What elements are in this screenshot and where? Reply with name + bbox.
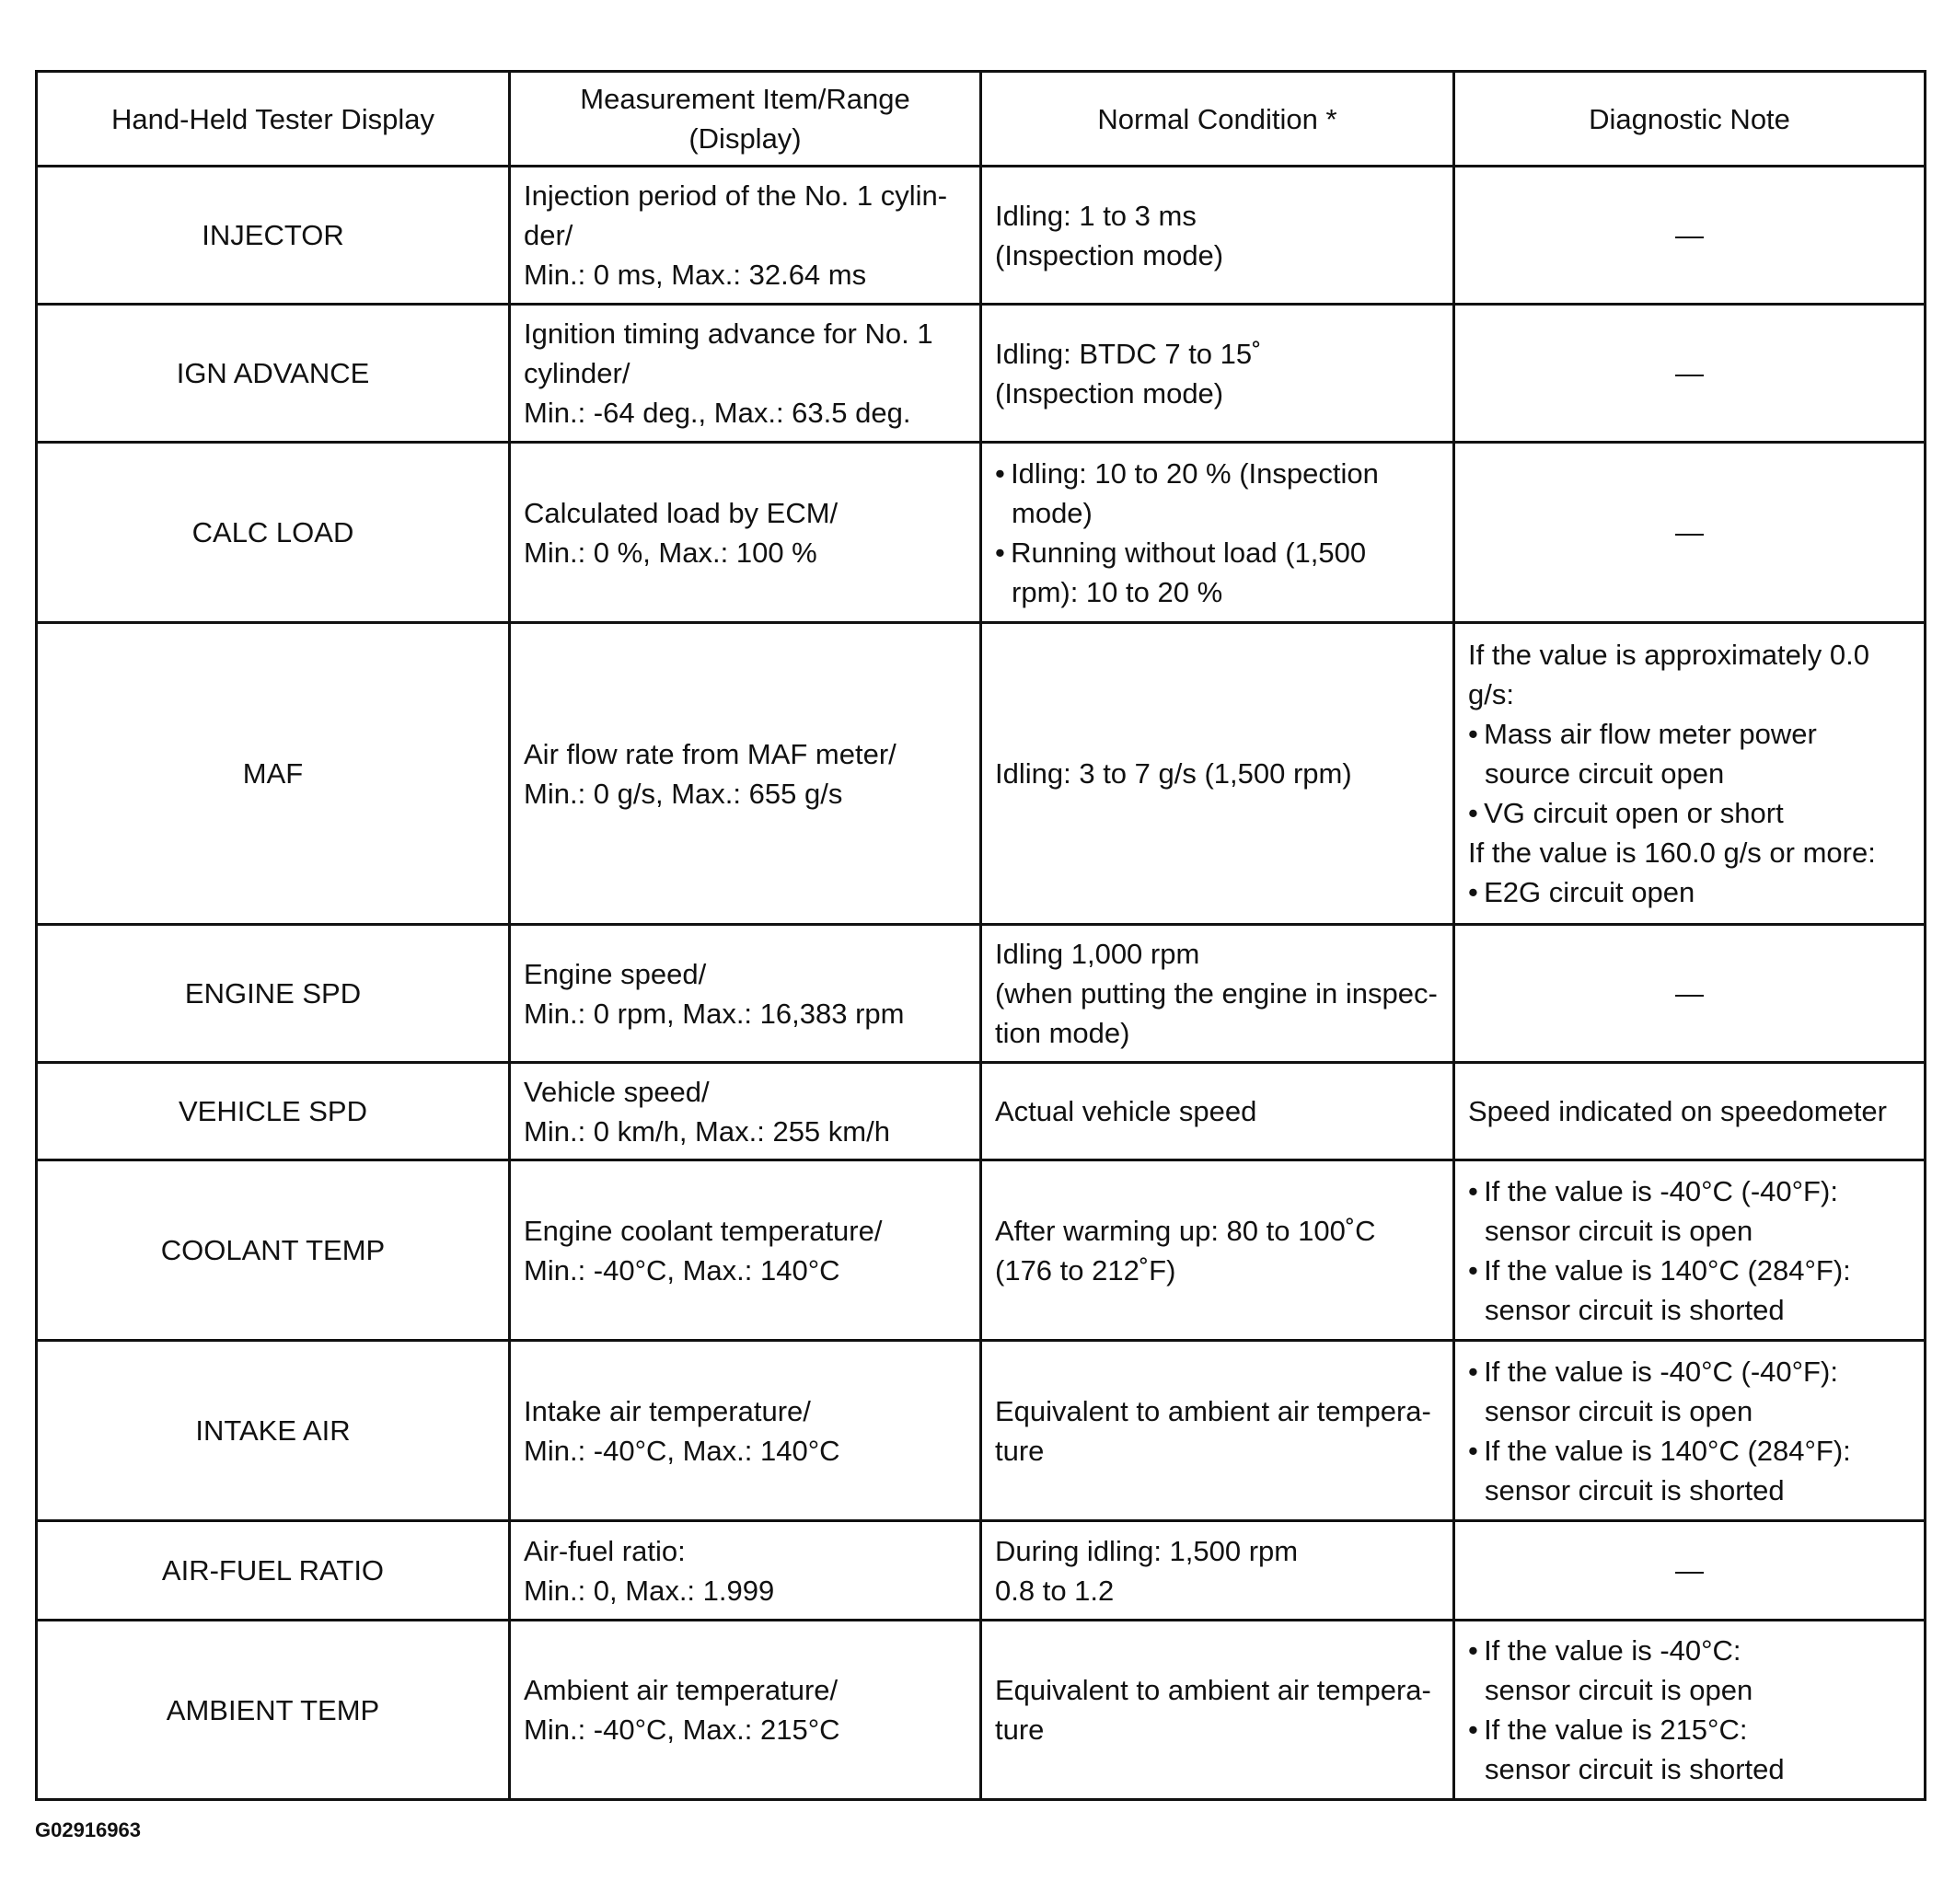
measurement-cell: Injection period of the No. 1 cylin- der/ Min.: 0 ms, Max.: 32.64 ms bbox=[510, 167, 981, 305]
normal-condition-cell: Idling: 3 to 7 g/s (1,500 rpm) bbox=[981, 623, 1454, 925]
measurement-cell: Air flow rate from MAF meter/ Min.: 0 g/s, Max.: 655 g/s bbox=[510, 623, 981, 925]
diagnostic-note-cell bbox=[1454, 1341, 1926, 1521]
normal-condition-cell: Idling 1,000 rpm (when putting the engine in inspec- tion mode) bbox=[981, 925, 1454, 1063]
table-row bbox=[37, 443, 1926, 623]
normal-condition-cell: After warming up: 80 to 100˚C (176 to 212˚F) bbox=[981, 1160, 1454, 1341]
tester-display-cell: ENGINE SPD bbox=[37, 925, 510, 1063]
table-row bbox=[37, 623, 1926, 925]
measurement-cell: Calculated load by ECM/ Min.: 0 %, Max.: 100 % bbox=[510, 443, 981, 623]
diagnostic-note-cell: — bbox=[1454, 305, 1926, 443]
header-normal-condition: Normal Condition * bbox=[981, 72, 1454, 167]
tester-display-cell: MAF bbox=[37, 623, 510, 925]
bullet-item: • Idling: 10 to 20 % (Inspection mode) bbox=[995, 456, 1379, 529]
normal-condition-cell: Actual vehicle speed bbox=[981, 1063, 1454, 1160]
bullet-item: • Running without load (1,500 rpm): 10 to 20 % bbox=[995, 536, 1367, 608]
table-row bbox=[37, 925, 1926, 1063]
diagnostic-note-cell: — bbox=[1454, 925, 1926, 1063]
measurement-cell: Ambient air temperature/ Min.: -40°C, Max.: 215°C bbox=[510, 1621, 981, 1800]
tester-display-cell: AIR-FUEL RATIO bbox=[37, 1521, 510, 1621]
table-row bbox=[37, 1521, 1926, 1621]
header-tester-display: Hand-Held Tester Display bbox=[37, 72, 510, 167]
bullet-item: • If the value is -40°C: sensor circuit is open bbox=[1468, 1634, 1753, 1706]
table-row bbox=[37, 1160, 1926, 1341]
measurement-cell: Ignition timing advance for No. 1 cylinder/ Min.: -64 deg., Max.: 63.5 deg. bbox=[510, 305, 981, 443]
bullet-item: • If the value is -40°C (-40°F): sensor circuit is open bbox=[1468, 1355, 1838, 1427]
diagnostic-note-cell: Speed indicated on speedometer bbox=[1454, 1063, 1926, 1160]
header-measurement-item: Measurement Item/Range (Display) bbox=[510, 72, 981, 167]
diagnostic-note-cell bbox=[1454, 1621, 1926, 1800]
table-row bbox=[37, 1063, 1926, 1160]
tester-display-cell: VEHICLE SPD bbox=[37, 1063, 510, 1160]
diagnostic-data-table bbox=[35, 70, 1926, 1801]
tester-display-cell: INJECTOR bbox=[37, 167, 510, 305]
diagnostic-note-cell: — bbox=[1454, 167, 1926, 305]
bullet-item: • VG circuit open or short bbox=[1468, 797, 1784, 829]
bullet-item: • E2G circuit open bbox=[1468, 876, 1695, 908]
diagnostic-note-cell bbox=[1454, 1160, 1926, 1341]
bullet-item: • If the value is 140°C (284°F): sensor circuit is shorted bbox=[1468, 1434, 1851, 1506]
measurement-cell: Air-fuel ratio: Min.: 0, Max.: 1.999 bbox=[510, 1521, 981, 1621]
table-header-row bbox=[37, 72, 1926, 167]
tester-display-cell: CALC LOAD bbox=[37, 443, 510, 623]
tester-display-cell: COOLANT TEMP bbox=[37, 1160, 510, 1341]
bullet-item: • If the value is -40°C (-40°F): sensor circuit is open bbox=[1468, 1174, 1838, 1247]
measurement-cell: Vehicle speed/ Min.: 0 km/h, Max.: 255 km/h bbox=[510, 1063, 981, 1160]
normal-condition-cell: Equivalent to ambient air tempera- ture bbox=[981, 1341, 1454, 1521]
measurement-cell: Engine speed/ Min.: 0 rpm, Max.: 16,383 rpm bbox=[510, 925, 981, 1063]
diagnostic-note-cell: — bbox=[1454, 1521, 1926, 1621]
diagnostic-note-cell: If the value is approximately 0.0 g/s: • Mass air flow meter power source circuit open • VG circuit open or short If the value is 160.0 g/s or more: • E2G circuit open bbox=[1454, 623, 1926, 925]
bullet-item: • If the value is 215°C: sensor circuit is shorted bbox=[1468, 1714, 1785, 1785]
table-row bbox=[37, 1621, 1926, 1800]
bullet-item: • If the value is 140°C (284°F): sensor circuit is shorted bbox=[1468, 1253, 1851, 1326]
table-row bbox=[37, 1341, 1926, 1521]
normal-condition-cell: Equivalent to ambient air tempera- ture bbox=[981, 1621, 1454, 1800]
tester-display-cell: INTAKE AIR bbox=[37, 1341, 510, 1521]
bullet-item: • Mass air flow meter power source circuit open bbox=[1468, 718, 1817, 790]
table-row bbox=[37, 305, 1926, 443]
figure-id: G02916963 bbox=[35, 1818, 141, 1841]
tester-display-cell: AMBIENT TEMP bbox=[37, 1621, 510, 1800]
table-row bbox=[37, 167, 1926, 305]
measurement-cell: Engine coolant temperature/ Min.: -40°C, Max.: 140°C bbox=[510, 1160, 981, 1341]
header-diagnostic-note: Diagnostic Note bbox=[1454, 72, 1926, 167]
tester-display-cell: IGN ADVANCE bbox=[37, 305, 510, 443]
normal-condition-cell: During idling: 1,500 rpm 0.8 to 1.2 bbox=[981, 1521, 1454, 1621]
diagnostic-note-cell: — bbox=[1454, 443, 1926, 623]
normal-condition-cell: Idling: BTDC 7 to 15˚ (Inspection mode) bbox=[981, 305, 1454, 443]
normal-condition-cell: Idling: 1 to 3 ms (Inspection mode) bbox=[981, 167, 1454, 305]
measurement-cell: Intake air temperature/ Min.: -40°C, Max.: 140°C bbox=[510, 1341, 981, 1521]
normal-condition-cell bbox=[981, 443, 1454, 623]
